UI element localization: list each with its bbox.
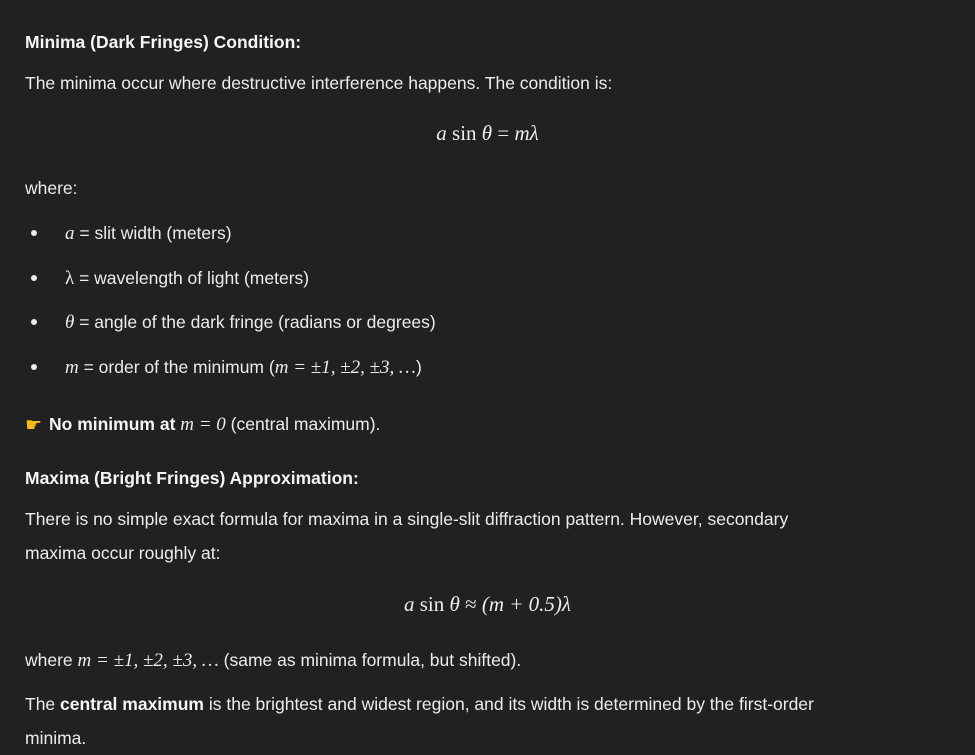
note-math: m = 0	[180, 414, 226, 435]
closing-bold: central maximum	[60, 694, 204, 714]
bullet-icon	[31, 275, 37, 281]
eq-theta: θ	[481, 121, 493, 145]
maxima-intro-line2: maxima occur roughly at:	[25, 543, 221, 563]
symbol-m: m	[65, 356, 79, 378]
maxima-intro	[25, 502, 940, 570]
eq-equals: =	[492, 121, 515, 145]
maxima-intro-line1: There is no simple exact formula for maxima in a single-slit diffraction pattern. However, secondary	[25, 509, 789, 529]
maxima-where	[25, 643, 940, 678]
note-suffix: (central maximum).	[225, 414, 381, 434]
closing-prefix: The	[25, 694, 61, 714]
symbol-lambda: λ	[65, 267, 75, 289]
list-item	[25, 258, 436, 303]
where-label: where:	[25, 178, 78, 198]
where-prefix: where	[25, 650, 78, 670]
closing-line1	[25, 687, 940, 721]
symbol-a: a	[65, 223, 75, 244]
eq-theta: θ	[449, 592, 460, 616]
pointing-hand-icon: ☛	[25, 415, 43, 436]
list-item	[25, 302, 436, 347]
eq-approx: ≈	[459, 592, 482, 616]
maxima-heading: Maxima (Bright Fringes) Approximation:	[25, 468, 359, 488]
definitions-list	[25, 213, 436, 391]
where-math: m = ±1, ±2, ±3, …	[77, 650, 219, 671]
definition-text: = angle of the dark fringe (radians or degrees)	[74, 312, 436, 332]
list-item	[25, 347, 436, 392]
symbol-theta: θ	[65, 312, 75, 333]
no-minimum-note	[25, 409, 380, 441]
bullet-icon	[31, 230, 37, 236]
where-suffix: (same as minima formula, but shifted).	[218, 650, 522, 670]
eq-var-a: a	[403, 592, 415, 616]
eq-sin: sin	[452, 121, 477, 145]
order-values: m = ±1, ±2, ±3, …	[274, 356, 416, 378]
closing-line2: minima.	[25, 728, 87, 748]
minima-equation	[25, 121, 950, 146]
eq-var-a: a	[436, 121, 447, 145]
note-bold: No minimum at	[49, 414, 181, 434]
definition-text: = order of the minimum (	[78, 356, 275, 377]
minima-heading: Minima (Dark Fringes) Condition:	[25, 32, 302, 52]
list-item	[25, 213, 436, 258]
eq-sin: sin	[419, 592, 445, 616]
minima-intro: The minima occur where destructive interference happens. The condition is:	[25, 73, 613, 93]
closing-middle: is the brightest and widest region, and its width is determined by the first-order	[203, 694, 814, 714]
eq-rhs: (m + 0.5)λ	[481, 592, 572, 616]
definition-text: = wavelength of light (meters)	[74, 267, 310, 288]
definition-text: = slit width (meters)	[74, 223, 232, 243]
maxima-equation	[25, 592, 950, 617]
bullet-icon	[31, 319, 37, 325]
close-paren: )	[415, 356, 422, 377]
eq-rhs: mλ	[514, 121, 539, 145]
bullet-icon	[31, 364, 37, 370]
closing-paragraph	[25, 687, 940, 755]
